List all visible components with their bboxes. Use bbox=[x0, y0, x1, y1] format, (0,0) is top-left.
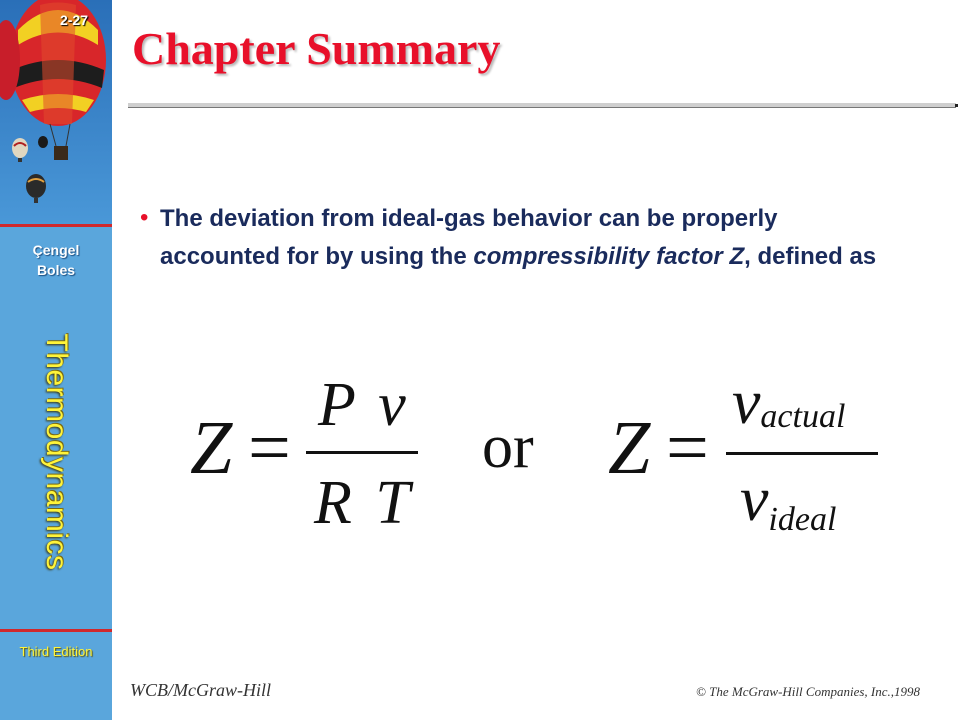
eq2-denominator bbox=[740, 462, 836, 536]
eq2-numerator bbox=[732, 365, 845, 439]
author-boles: Boles bbox=[36, 262, 76, 278]
title-rule-end bbox=[955, 104, 958, 107]
eq2-lhs: Z bbox=[608, 406, 651, 490]
eq2-den-sub: ideal bbox=[768, 501, 837, 538]
bullet-emphasis: compressibility factor Z bbox=[473, 243, 745, 270]
footer-copyright: © The McGraw-Hill Companies, Inc.,1998 bbox=[696, 684, 920, 699]
sidebar-divider-top bbox=[0, 224, 112, 227]
eq1-denominator: R T bbox=[314, 469, 414, 537]
sidebar-divider-bottom bbox=[0, 629, 112, 632]
eq2-num-var: v bbox=[732, 366, 761, 437]
bullet-text-start: The deviation from ideal-gas behavior can be properly accounted for by using the bbox=[160, 205, 778, 270]
edition-label: Third Edition bbox=[19, 644, 93, 659]
eq2-fraction-bar bbox=[726, 452, 878, 455]
hot-air-balloons-illustration bbox=[0, 0, 112, 226]
eq1-lhs: Z bbox=[190, 406, 233, 490]
eq1-fraction-bar bbox=[306, 451, 418, 454]
eq1-equals: = bbox=[248, 406, 291, 490]
eq2-equals: = bbox=[666, 406, 709, 490]
author-cengel: Çengel bbox=[32, 242, 80, 258]
bullet-text bbox=[160, 200, 880, 276]
slide-number: 2-27 bbox=[59, 12, 89, 28]
bullet-icon: • bbox=[140, 204, 149, 231]
eq2-den-var: v bbox=[740, 463, 769, 534]
book-title-vertical: Thermodynamics bbox=[40, 333, 73, 571]
eq1-numerator: P v bbox=[318, 371, 410, 439]
bullet-text-end: , defined as bbox=[744, 243, 877, 270]
eq-connector: or bbox=[482, 413, 534, 481]
title-rule bbox=[128, 103, 956, 108]
slide-title: Chapter Summary bbox=[132, 23, 501, 74]
authors bbox=[0, 240, 112, 280]
balloon-image bbox=[0, 0, 112, 226]
footer-publisher: WCB/McGraw-Hill bbox=[130, 680, 271, 700]
eq2-num-sub: actual bbox=[760, 398, 846, 435]
sidebar bbox=[0, 0, 112, 720]
